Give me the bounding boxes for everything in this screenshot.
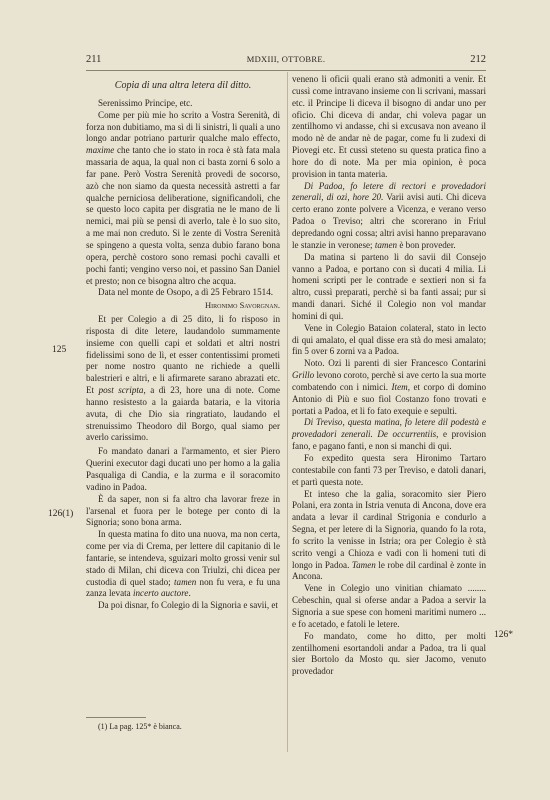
text-run: non fu vera, e fu una zanza levata — [86, 576, 280, 599]
footnote: (1) La pag. 125* è bianca. — [98, 722, 182, 731]
paragraph — [86, 314, 280, 444]
italic-run: tamen — [174, 576, 197, 587]
signature: Hironimo Savorgnan. — [204, 300, 280, 311]
margin-number-125: 125 — [52, 345, 67, 355]
italic-run: Di Padoa, fo letere di rectori e provedadori zenerali, di ozi, hore 20. — [292, 180, 486, 203]
paragraph: Da matina si parteno li do savii dil Consejo vanno a Padoa, e portano con sì ducati 4 milia. Li homeni scripti per le contrade e sextieri non si fa altro, cussì preparati, perchè si ba fanti assai; pur si mandi danari. Siché il Colegio non vol mandar homini di qui. — [292, 251, 486, 321]
text-run: Et inteso che la galia, soracomito sier Piero Polani, era zonta in Istria venuta di Ancona, dove era andata a levar il cardinal Strigonia e condurlo a Segna, et per letere di la Signoria, quando fo la rota, fo scrito la venisse in Istria; ora per Colegio è stà scrito vengi a Chioza e vadi con li homeni tuti di longo in Padoa. — [292, 488, 486, 570]
italic-run: post scripta — [98, 385, 144, 396]
paragraph: Vene in Colegio Bataion colateral, stato in lecto di qui amalato, el qual disse era stà do mesi amalato; fin 5 over 6 zorni va a Padoa. — [292, 322, 486, 357]
right-column — [292, 74, 486, 678]
paragraph — [86, 494, 280, 530]
running-header — [86, 54, 486, 68]
header-rule — [86, 70, 486, 71]
paragraph — [86, 529, 280, 600]
italic-run: Tamen — [351, 559, 376, 570]
paragraph — [86, 110, 280, 288]
italic-run: maxime — [86, 145, 115, 156]
running-title: MDXIII, OTTOBRE. — [246, 54, 326, 64]
paragraph: veneno li oficii quali erano stà admoniti a venir. Et cussì come intravano insieme con li scrivani, massari etc. il Principe li diceva il bisogno di andar uno per oficio. Chi diceva di andar, chi voleva pagar un zentilhomo vi andasse, chi si excusava non aveano il modo nè de andar nè de pagar, come fu li zudexi di Piovegi etc. Et cussì steteno su questa pratica fino a hore do di note. Ma per mia opinion, è poca provision in tanta materia. — [292, 74, 486, 179]
text-run: , a dì 23, hore una di note. Come hanno resistesto a la gaiarda bataria, e la vitoria avuta, di che Dio sia ringratiato, laudando el strenuissimo Theodoro dil Borgo, qual siamo per averlo carissimo. — [86, 385, 281, 443]
text-run: le robe dil cardinal è zonte in Ancona. — [292, 559, 486, 582]
paragraph: Fo mandato danari a l'armamento, et sier Piero Querini executor dagi ducati uno per homo a la galia Pasqualiga di Candia, e la zurma e il soracomito vadino in Padoa. — [86, 446, 280, 492]
paragraph — [292, 417, 486, 453]
paragraph: Da poi disnar, fo Colegio di la Signoria e savii, et — [98, 600, 278, 611]
italic-run: Item — [391, 381, 408, 392]
text-run: È da saper, non si fa altro cha lavorar freze in l'arsenal et fuora per le botege per conto di la Signoria; sono bona arma. — [86, 493, 280, 528]
text-run: levono coroto, perchè si ave certo la sua morte combatendo con i nimici. — [292, 370, 486, 392]
letter-title: Copia di una altra letera dil ditto. — [114, 80, 252, 91]
text-run: . — [188, 588, 191, 599]
paragraph — [292, 181, 486, 252]
page-number-right: 212 — [470, 54, 486, 65]
paragraph: Fo expedito questa sera Hironimo Tartaro contestabile con fanti 73 per Treviso, e datoli danari, et partì questa note. — [292, 453, 486, 487]
margin-number-126: 126(1) — [48, 509, 74, 519]
text-run: Come per più mie ho scrito a Vostra Serenità, di forza non dubitiamo, ma sì di li sinistri, li quali a uno longo andar potriano parturir qualche malo effecto, — [86, 109, 280, 144]
margin-number-126-star: 126* — [494, 630, 513, 640]
column-divider — [287, 72, 288, 752]
paragraph: Vene in Colegio uno vinitian chiamato ........ Cebeschin, qual si oferse andar a Padoa a servir la Signoria a sue spese con homeni maritimi numero ... e fo acetado, e fatoli le letere. — [292, 583, 486, 629]
text-run: Et per Colegio a dì 25 dito, li fo risposo in risposta di dite letere, laudandolo summamente insieme con quelli capi et soldati et altri nostri fidelissimi sono de lì, et esser contentissimi prometi per nome nostro quanto ne richiede a quelli balestrieri e altri, e li afirmarete sarano abrazati etc. Et — [86, 314, 280, 396]
text-run: che tanto che io stato in roca è stà fata mala massaria de aqua, la qual non ci basta zorni 6 solo a far pane. Però Vostra Serenità provedi de socorso, azò che non siamo da questa necessità astretti a far qualche perniciosa deliberatione, significandoli, che se questo loco capita per disgratia ne le mano de li nemici, mai più se pensi di averlo, tale è lo suo sito, a me mai non creduto. Si le zente di Vostra Serenità se spingeno a questa volta, senza dubio farano bona opera, perchè costoro sono remasi pochi cavalli et pochi fanti; vengino verso noi, et passino San Daniel et presto; non ce bisogna altro che acqua. — [86, 145, 280, 286]
italic-run: tamen — [374, 239, 398, 250]
text-run: è bon proveder. — [397, 239, 456, 250]
text-run: Noto. Ozi li parenti di sier Francesco Contarini — [304, 358, 486, 369]
text-run: , et corpo di domino Antonio di Più e suo fiol Costanzo fono trovati e portati a Padoa, et li fo fato exequie e sepulti. — [292, 381, 486, 416]
paragraph — [292, 358, 486, 417]
dateline: Data nel monte de Osopo, a dì 25 Febraro 1514. — [98, 287, 274, 298]
paragraph: Fo mandato, come ho ditto, per molti zentilhomeni esortandoli andar a Padoa, tra li qual sier Bortolo da Mosto qu. sier Jacomo, venuto provedador — [292, 630, 486, 677]
page-number-left: 211 — [86, 54, 102, 65]
italic-run: Di Treviso, questa matina, fo letere dil podestà e provedadori zenerali. De occurrentiis — [292, 417, 486, 440]
salutation: Serenissimo Principe, etc. — [98, 97, 193, 108]
italic-run: Grillo — [292, 370, 315, 381]
italic-run: incerto auctore — [132, 588, 189, 599]
text-run: , e provision fano, e pagano fanti, e non si manchi di qui. — [292, 429, 486, 452]
text-run: Varii avisi auti. Chi diceva certo erano zonte polvere a Vicenza, e verano verso Padoa o Treviso; altri che scorerano in Friul depredando ogni cossa; altri avisi hanno preparavano le stanzie in veronese; — [292, 192, 486, 250]
footnote-rule — [86, 717, 146, 718]
left-column — [86, 74, 280, 612]
paragraph — [292, 489, 486, 584]
text-run: In questa matina fo dito una nuova, ma non certa, come per via di Crema, per lettere dil capitanio di le fantarie, se intendeva, sguizari molto grossi venir sul stado di Milan, chi diceva con Triulzi, chi dicea per custodia di quel stado; — [86, 529, 280, 587]
